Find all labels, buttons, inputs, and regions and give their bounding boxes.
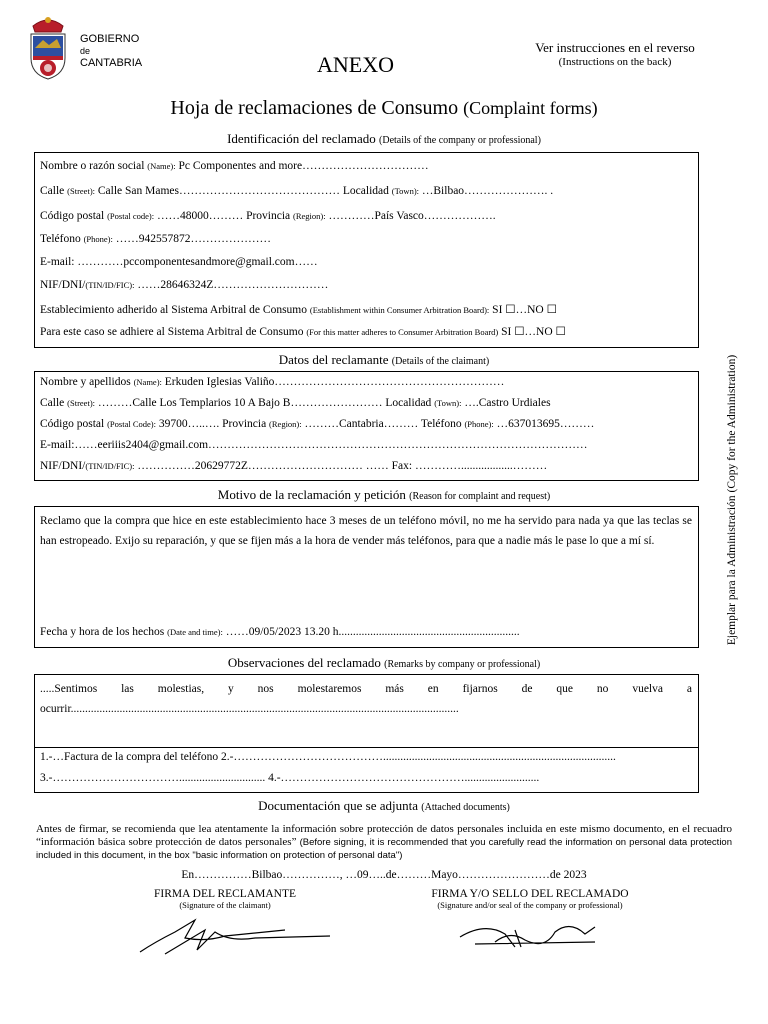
- company-street-value[interactable]: Calle San Mames…………………………………… Localidad: [95, 185, 389, 197]
- company-email-value[interactable]: …………pccomponentesandmore@gmail.com……: [74, 256, 318, 268]
- claimant-postal-field[interactable]: Código postal (Postal Code): 39700…..…. Provincia (Region): ………Cantabria……… Teléfono (Phone): …637013695………: [40, 418, 595, 430]
- gov-name-line1: GOBIERNO: [80, 33, 140, 45]
- reason-text-area[interactable]: Reclamo que la compra que hice en este establecimiento hace 3 meses de un teléfono móvil, no me ha servido para nada ya que las teclas se han estropeado. Exijo su reparación, y que se fijen más a la hora de vender más teléfonos, para que a nadie más le pase lo que a mí sí.: [40, 515, 692, 547]
- company-details-box: [34, 152, 699, 348]
- claimant-postal-value[interactable]: 39700…..…. Provincia: [155, 418, 267, 430]
- attached-section-heading: Documentación que se adjunta: [258, 798, 419, 813]
- remarks-section-heading: Observaciones del reclamado: [227, 655, 381, 670]
- company-nif-value[interactable]: ……28646324Z…………………………: [134, 279, 329, 291]
- case-arbitration-field[interactable]: Para este caso se adhiere al Sistema Arbitral de Consumo (For this matter adheres to Consumer Arbitration Board) SI ☐…NO ☐: [40, 326, 566, 338]
- claimant-section-heading: Datos del reclamante: [278, 352, 389, 367]
- claimant-section-heading-en: (Details of the claimant): [391, 356, 490, 367]
- document-list-line2[interactable]: 3.-…………………………….............................. 4.-…………………………………………..........................: [40, 772, 540, 784]
- case-arbitration-checkboxes[interactable]: SI ☐…NO ☐: [498, 326, 566, 338]
- claimant-name-value[interactable]: Erkuden Iglesias Valiño……………………………………………………: [161, 376, 505, 388]
- company-phone-value[interactable]: ……942557872…………………: [112, 233, 271, 245]
- company-town-value[interactable]: …Bilbao…………………. .: [419, 185, 554, 197]
- claimant-signature-label-en: (Signature of the claimant): [179, 900, 271, 910]
- remarks-text-area[interactable]: .....Sentimos las molestias, y nos molestaremos más en fijarnos de que no vuelva a ocurrir.......................................................................................................................................: [40, 683, 692, 715]
- form-title-en: (Complaint forms): [463, 98, 598, 118]
- document-list-line1[interactable]: 1.-…Factura de la compra del teléfono 2.-………………………………….................................................................................: [40, 751, 616, 763]
- company-phone-field[interactable]: Teléfono (Phone): ……942557872…………………: [40, 233, 271, 245]
- claimant-nif-field[interactable]: NIF/DNI/(TIN/ID/FIC): ……………20629772Z………………………… …… Fax: …………..................………: [40, 460, 548, 472]
- claimant-region-value[interactable]: ………Cantabria……… Teléfono: [301, 418, 462, 430]
- company-signature-label-en: (Signature and/or seal of the company or professional): [437, 900, 623, 910]
- company-section-heading-en: (Details of the company or professional): [379, 135, 541, 146]
- company-postal-field[interactable]: Código postal (Postal code): ……48000……… Provincia (Region): …………País Vasco……………….: [40, 210, 496, 222]
- company-postal-value[interactable]: ……48000……… Provincia: [154, 210, 291, 222]
- company-name-value[interactable]: Pc Componentes and more……………………………: [175, 160, 429, 172]
- claimant-phone-value[interactable]: …637013695………: [493, 418, 595, 430]
- company-signature-label: FIRMA Y/O SELLO DEL RECLAMADO: [431, 888, 629, 900]
- company-section-heading: Identificación del reclamado: [227, 131, 376, 146]
- company-region-value[interactable]: …………País Vasco……………….: [325, 210, 496, 222]
- reason-section-heading-en: (Reason for complaint and request): [409, 491, 551, 502]
- admin-copy-side-note: Ejemplar para la Administración (Copy for the Administration): [726, 354, 738, 646]
- annex-title: ANEXO: [317, 52, 394, 77]
- claimant-name-field[interactable]: Nombre y apellidos (Name): Erkuden Iglesias Valiño……………………………………………………: [40, 376, 505, 388]
- incident-date-value[interactable]: ……09/05/2023 13.20 h...............................................................: [222, 626, 520, 638]
- claimant-signature-label: FIRMA DEL RECLAMANTE: [153, 888, 297, 900]
- place-and-date[interactable]: En……………Bilbao……………, …09…..de………Mayo……………………de 2023: [181, 869, 587, 881]
- company-name-field[interactable]: Nombre o razón social (Name): Pc Componentes and more……………………………: [40, 160, 429, 172]
- company-arbitration-checkboxes[interactable]: SI ☐…NO ☐: [489, 304, 557, 316]
- company-email-field[interactable]: E-mail: …………pccomponentesandmore@gmail.com……: [40, 256, 318, 268]
- company-arbitration-field[interactable]: Establecimiento adherido al Sistema Arbitral de Consumo (Establishment within Consumer Arbitration Board): SI ☐…NO ☐: [40, 304, 557, 316]
- company-street-field[interactable]: Calle (Street): Calle San Mames…………………………………… Localidad (Town): …Bilbao…………………. .: [40, 185, 554, 197]
- claimant-email-field[interactable]: E-mail:……eeriiis2404@gmail.com………………………………………………………………………………………: [40, 439, 588, 451]
- gov-name-line3: CANTABRIA: [80, 57, 143, 69]
- cantabria-coat-of-arms-logo: [25, 12, 71, 87]
- remarks-section-heading-en: (Remarks by company or professional): [384, 659, 541, 670]
- claimant-nif-value[interactable]: ……………20629772Z………………………… …… Fax: …………..................………: [134, 460, 548, 472]
- claimant-street-field[interactable]: Calle (Street): ………Calle Los Templarios 10 A Bajo B…………………… Localidad (Town): ….Castro Urdiales: [40, 397, 551, 409]
- company-signature: [455, 912, 605, 962]
- form-title: Hoja de reclamaciones de Consumo: [170, 97, 459, 119]
- attached-section-heading-en: (Attached documents): [421, 802, 510, 813]
- company-nif-field[interactable]: NIF/DNI/(TIN/ID/FIC): ……28646324Z…………………………: [40, 279, 329, 291]
- instructions-note: Ver instrucciones en el reverso: [535, 40, 695, 55]
- privacy-notice: Antes de firmar, se recomienda que lea atentamente la información sobre protección de datos personales incluida en este mismo documento, en el recuadro “información básica sobre protección de datos personales” (Before signing, it is recommended that you carefully read the information on personal data protection included in this document, in the box "basic information on protection of personal data"): [36, 823, 732, 861]
- claimant-town-value[interactable]: ….Castro Urdiales: [461, 397, 551, 409]
- gov-name-line2: de: [80, 46, 91, 56]
- reason-section-heading: Motivo de la reclamación y petición: [217, 487, 406, 502]
- instructions-note-en: (Instructions on the back): [558, 56, 672, 68]
- claimant-signature: [135, 912, 335, 967]
- claimant-street-value[interactable]: ………Calle Los Templarios 10 A Bajo B…………………… Localidad: [95, 397, 432, 409]
- incident-date-field[interactable]: Fecha y hora de los hechos (Date and time): ……09/05/2023 13.20 h...............................................................: [40, 626, 520, 638]
- claimant-email-value[interactable]: ……eeriiis2404@gmail.com………………………………………………………………………………………: [74, 439, 588, 451]
